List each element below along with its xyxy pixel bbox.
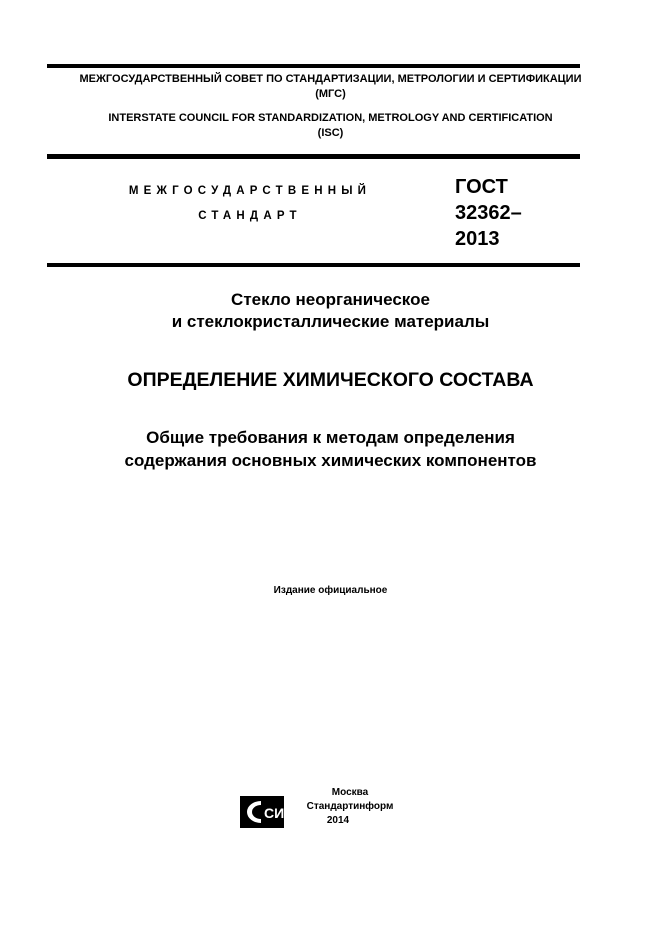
top-rule	[47, 64, 580, 68]
subtitle-line2: содержания основных химических компонентов	[124, 451, 537, 470]
publisher-city: Москва	[331, 787, 369, 798]
council-ru-line2: (МГС)	[315, 88, 346, 100]
standard-code-line1: ГОСТ	[455, 176, 508, 198]
standard-code-line2: 32362–	[455, 202, 522, 224]
standard-code-line3: 2013	[455, 228, 500, 250]
title-line1: Стекло неорганическое	[231, 290, 430, 309]
title-line2: и стеклокристаллические материалы	[171, 312, 490, 331]
document-title	[0, 289, 661, 333]
council-en-line1: INTERSTATE COUNCIL FOR STANDARDIZATION, METROLOGY AND CERTIFICATION	[108, 112, 553, 124]
edition-label: Издание официальное	[273, 585, 388, 596]
council-en	[0, 111, 661, 141]
standard-code	[455, 174, 522, 252]
standard-type-line2: СТАНДАРТ	[198, 210, 302, 222]
council-ru	[0, 72, 661, 102]
standard-type-line1: МЕЖГОСУДАРСТВЕННЫЙ	[128, 185, 372, 197]
publisher-name: Стандартинформ	[306, 801, 394, 812]
subtitle	[0, 426, 661, 472]
publisher-year: 2014	[326, 815, 350, 826]
council-en-line2: (ISC)	[317, 127, 344, 139]
code-rule	[47, 263, 580, 267]
council-ru-line1: МЕЖГОСУДАРСТВЕННЫЙ СОВЕТ ПО СТАНДАРТИЗАЦИИ, МЕТРОЛОГИИ И СЕРТИФИКАЦИИ	[79, 73, 582, 85]
main-title: ОПРЕДЕЛЕНИЕ ХИМИЧЕСКОГО СОСТАВА	[127, 369, 534, 391]
subtitle-line1: Общие требования к методам определения	[146, 428, 515, 447]
logo-letters: СИ	[264, 805, 284, 821]
header-rule	[47, 154, 580, 159]
